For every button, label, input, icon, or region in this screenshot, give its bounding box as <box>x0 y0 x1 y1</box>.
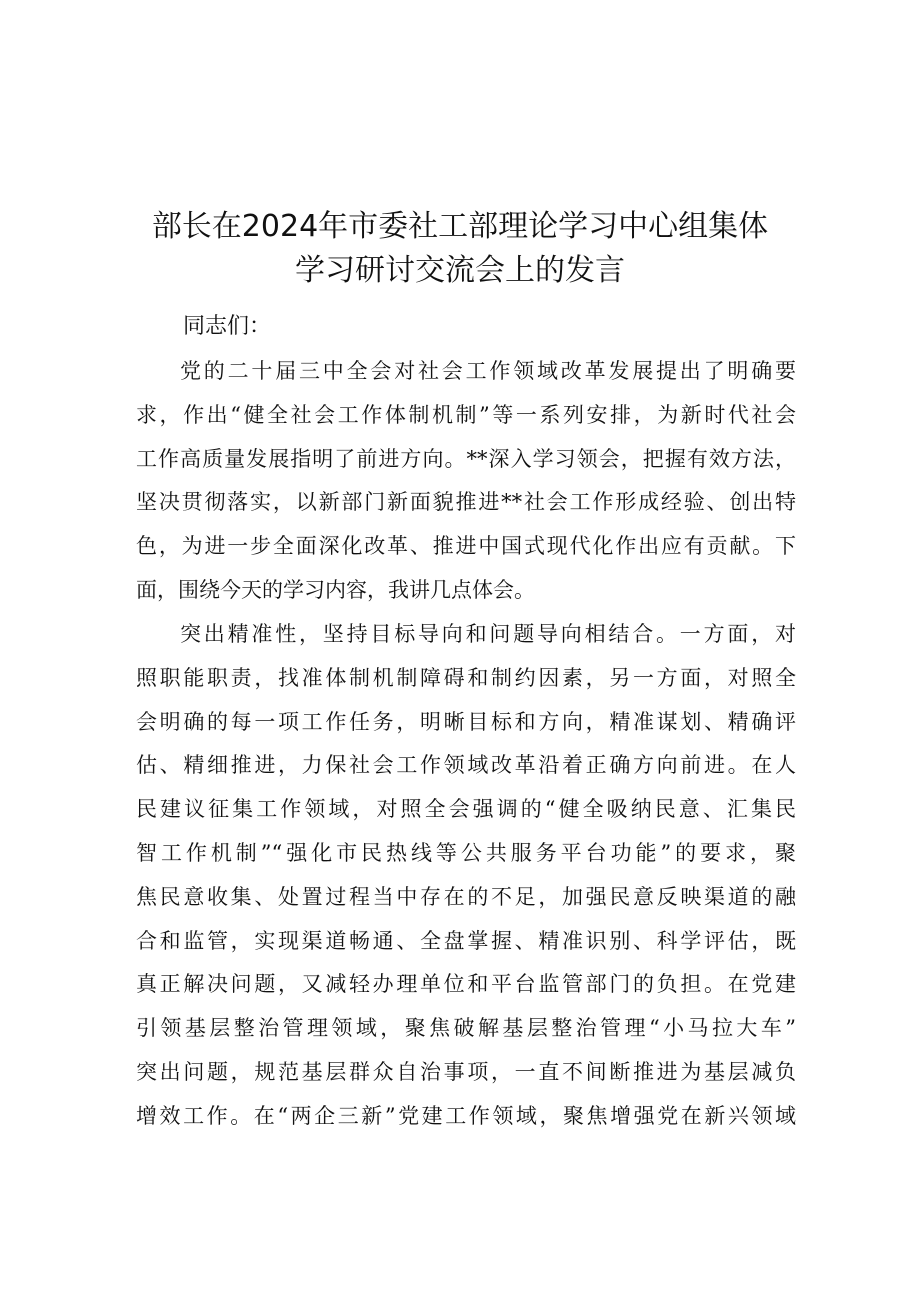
paragraph-line: 突出精准性，坚持目标导向和问题导向相结合。一方面，对 <box>180 622 796 646</box>
document-title-line-1: 部长在2024年市委社工部理论学习中心组集体 <box>151 209 769 244</box>
document-title-line-2: 学习研讨交流会上的发言 <box>295 253 625 288</box>
paragraph-line: 工作高质量发展指明了前进方向。**深入学习领会，把握有效方法， <box>136 446 796 471</box>
paragraph-line: 会明确的每一项工作任务，明晰目标和方向，精准谋划、精确评 <box>136 709 796 734</box>
paragraph-line: 面，围绕今天的学习内容，我讲几点体会。 <box>136 577 535 602</box>
paragraph-line: 增效工作。在“两企三新”党建工作领域，聚焦增强党在新兴领域 <box>136 1103 796 1128</box>
paragraph-line: 引领基层整治管理领域，聚焦破解基层整治管理“小马拉大车” <box>136 1016 796 1041</box>
paragraph-line: 合和监管，实现渠道畅通、全盘掌握、精准识别、科学评估，既 <box>136 928 796 953</box>
paragraph-line: 求，作出“健全社会工作体制机制”等一系列安排，为新时代社会 <box>136 402 796 427</box>
paragraph-line: 党的二十届三中全会对社会工作领域改革发展提出了明确要 <box>180 359 796 383</box>
paragraph-line: 估、精细推进，力保社会工作领域改革沿着正确方向前进。在人 <box>136 753 796 778</box>
paragraph-line: 坚决贯彻落实，以新部门新面貌推进**社会工作形成经验、创出特 <box>136 490 796 515</box>
salutation: 同志们： <box>183 314 272 339</box>
paragraph-1 <box>136 350 796 613</box>
paragraph-line: 民建议征集工作领域，对照全会强调的“健全吸纳民意、汇集民 <box>136 797 796 822</box>
paragraph-line: 突出问题，规范基层群众自治事项，一直不间断推进为基层减负 <box>136 1059 796 1084</box>
paragraph-line: 照职能职责，找准体制机制障碍和制约因素，另一方面，对照全 <box>136 665 796 690</box>
paragraph-line: 智工作机制”“强化市民热线等公共服务平台功能”的要求，聚 <box>136 840 796 865</box>
paragraph-line: 焦民意收集、处置过程当中存在的不足，加强民意反映渠道的融 <box>136 884 796 909</box>
paragraph-line: 真正解决问题，又减轻办理单位和平台监管部门的负担。在党建 <box>136 972 796 997</box>
paragraph-2 <box>136 613 796 1139</box>
paragraph-line: 色，为进一步全面深化改革、推进中国式现代化作出应有贡献。下 <box>136 534 796 559</box>
